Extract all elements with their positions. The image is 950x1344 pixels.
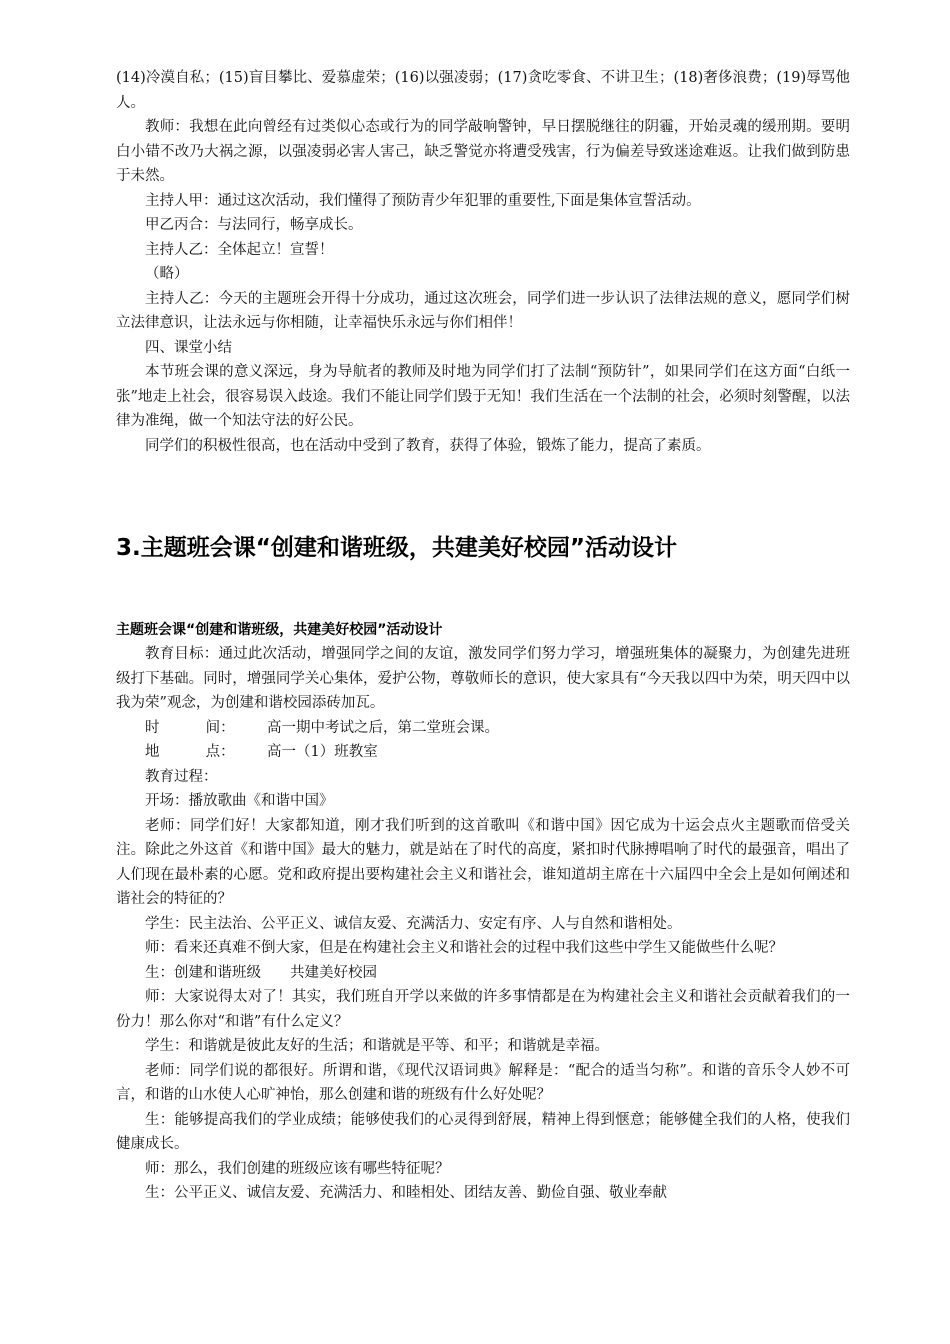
time-row	[116, 716, 850, 741]
host-b-line-2: 主持人乙：今天的主题班会开得十分成功，通过这次班会，同学们进一步认识了法律法规的意义，愿同学们树立法律意识，让法永远与你相随，让幸福快乐永远与你们相伴！	[116, 290, 850, 331]
teacher-line-4: 老师：同学们说的都很好。所谓和谐，《现代汉语词典》解释是：“配合的适当匀称”。和谐的音乐令人妙不可言，和谐的山水使人心旷神怡，那么创建和谐的班级有什么好处呢？	[116, 1062, 850, 1103]
teacher-line-1: 老师：同学们好！大家都知道，刚才我们听到的这首歌叫《和谐中国》因它成为十运会点火主题歌而倍受关注。除此之外这首《和谐中国》最大的魅力，就是站在了时代的高度，紧扣时代脉搏唱响了时代的最强音，唱出了人们现在最朴素的心愿。党和政府提出要构建社会主义和谐社会，谁知道胡主席在十六届四中全会上是如何阐述和谐社会的特征的？	[116, 817, 850, 907]
place-value: 高一（1）班教室	[267, 744, 378, 760]
section-title: 3.主题班会课“创建和谐班级，共建美好校园”活动设计	[116, 535, 677, 561]
teacher-paragraph: 教师：我想在此向曾经有过类似心态或行为的同学敲响警钟，早日摆脱继往的阴霾，开始灵魂的缓刑期。要明白小错不改乃大祸之源，以强凌弱必害人害己，缺乏警觉亦将遭受残害，行为偏差导致迷途难返。让我们做到防患于未然。	[116, 119, 850, 184]
student-line-1: 学生：民主法治、公平正义、诚信友爱、充满活力、安定有序、人与自然和谐相处。	[145, 915, 682, 932]
teacher-line-5: 师：那么，我们创建的班级应该有哪些特征呢？	[145, 1160, 450, 1177]
omit-line: （略）	[145, 266, 189, 282]
opening-line: 开场：播放歌曲《和谐中国》	[145, 793, 334, 809]
host-a-line: 主持人甲：通过这次活动，我们懂得了预防青少年犯罪的重要性,下面是集体宣誓活动。	[145, 192, 701, 209]
summary-paragraph-2: 同学们的积极性很高，也在活动中受到了教育，获得了体验，锻炼了能力，提高了素质。	[145, 437, 711, 454]
time-value: 高一期中考试之后，第二堂班会课。	[267, 719, 499, 736]
teacher-line-3: 师：大家说得太对了！其实，我们班自开学以来做的许多事情都是在为构建社会主义和谐社会贡献着我们的一份力！那么你对“和谐”有什么定义？	[116, 989, 850, 1030]
host-b-line-1: 主持人乙：全体起立！宣誓！	[145, 241, 334, 258]
process-heading: 教育过程：	[145, 768, 218, 785]
goal-paragraph: 教育目标：通过此次活动，增强同学之间的友谊，激发同学们努力学习，增强班集体的凝聚力，为创建先进班级打下基础。同时，增强同学关心集体，爱护公物，尊敬师长的意识，使大家具有“今天我以四中为荣，明天四中以我为荣”观念，为创建和谐校园添砖加瓦。	[116, 646, 850, 711]
student-line-5: 生：公平正义、诚信友爱、充满活力、和睦相处、团结友善、勤俭自强、敬业奉献	[145, 1185, 667, 1201]
student-line-3: 学生：和谐就是彼此友好的生活；和谐就是平等、和平；和谐就是幸福。	[145, 1038, 609, 1054]
time-label: 时 间：	[145, 719, 235, 736]
summary-heading: 四、课堂小结	[145, 339, 232, 356]
place-row	[116, 740, 850, 765]
section-subtitle: 主题班会课“创建和谐班级，共建美好校园”活动设计	[116, 622, 443, 638]
place-label: 地 点：	[145, 744, 235, 760]
together-line: 甲乙丙合：与法同行，畅享成长。	[145, 217, 363, 233]
student-line-2: 生：创建和谐班级 共建美好校园	[145, 964, 377, 981]
document-page	[116, 66, 850, 1206]
summary-paragraph-1: 本节班会课的意义深远，身为导航者的教师及时地为同学们打了法制“预防针”，如果同学们在这方面“白纸一张”地走上社会，很容易误入歧途。我们不能让同学们毁于无知！我们生活在一个法制的社会，必须时刻警醒，以法律为准绳，做一个知法守法的好公民。	[116, 364, 850, 429]
list-tail: (14)冷漠自私；(15)盲目攀比、爱慕虚荣；(16)以强凌弱；(17)贪吃零食、不讲卫生；(18)奢侈浪费；(19)辱骂他人。	[116, 70, 850, 111]
teacher-line-2: 师：看来还真难不倒大家，但是在构建社会主义和谐社会的过程中我们这些中学生又能做些什么呢？	[145, 940, 783, 956]
student-line-4: 生：能够提高我们的学业成绩；能够使我们的心灵得到舒展，精神上得到惬意；能够健全我们的人格，使我们健康成长。	[116, 1111, 850, 1152]
